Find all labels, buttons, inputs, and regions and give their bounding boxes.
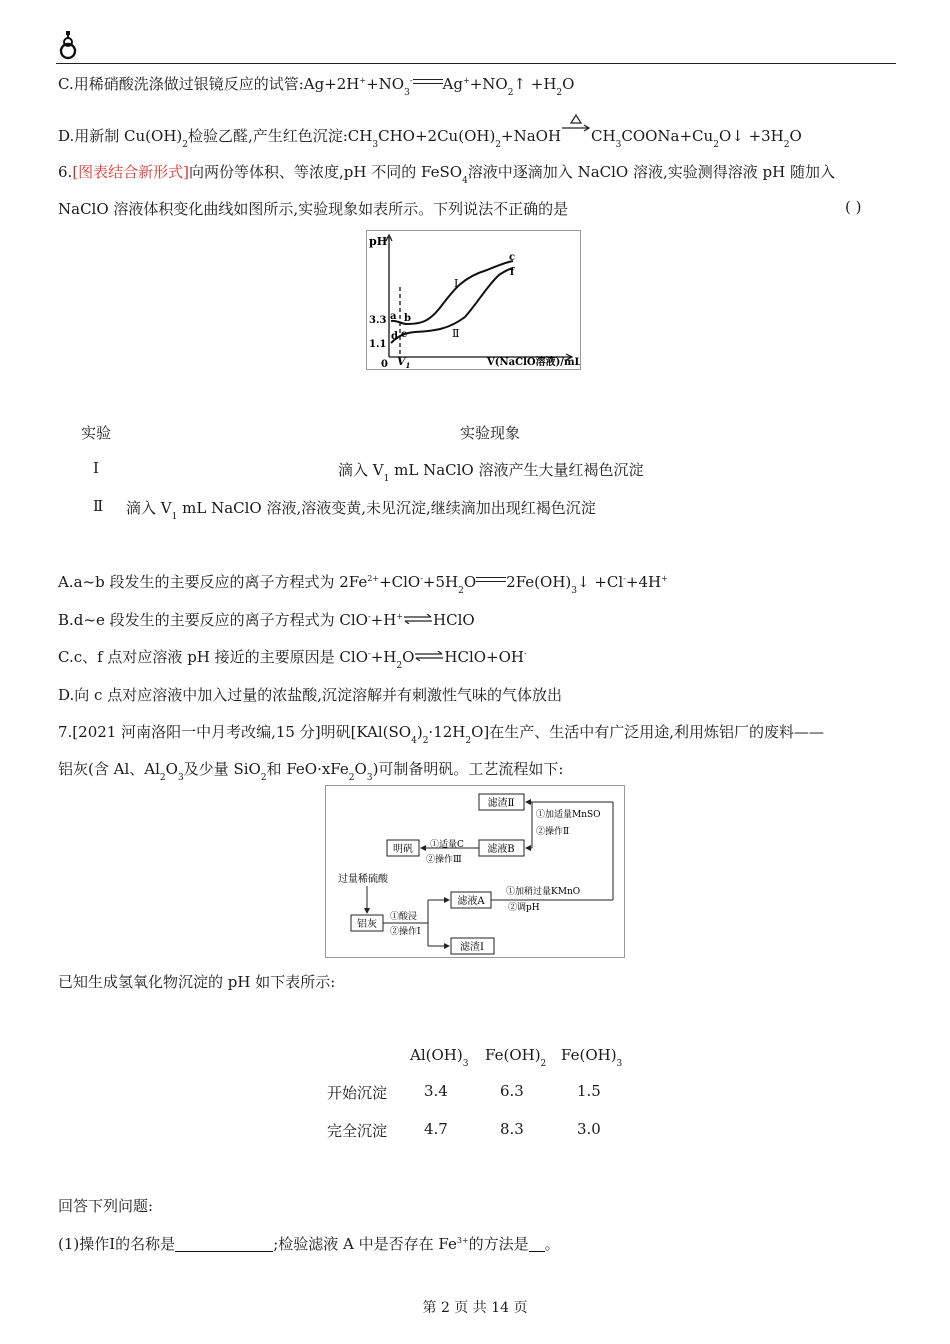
answer-blank-1[interactable] [175,1236,273,1252]
y-axis-label: pH [369,235,388,248]
point-d: d [391,331,398,342]
svg-text:滤渣Ⅰ: 滤渣Ⅰ [460,942,484,953]
table6-row2-text: 滴入 $V_1$ mL NaClO 溶液,溶液变黄,未见沉淀,继续滴加出现红褐色沉淀 [126,499,596,522]
table6-row1-text: 滴入 $V_1$ mL NaClO 溶液产生大量红褐色沉淀 [338,461,644,484]
svg-text:①加稍过量KMnO: ①加稍过量KMnO [506,887,581,897]
equals-arrow-icon [476,575,506,585]
svg-text:明矾: 明矾 [393,844,413,855]
q6-option-c: C.c、f 点对应溶液 pH 接近的主要原因是 $ClO^-+H_2O$ HClO+OH- [58,648,527,671]
table7-header-2: $Fe(OH)_2$ [485,1046,547,1069]
table7-row1-v2: 6.3 [500,1082,524,1100]
y-tick-3-3: 3.3 [369,315,387,326]
header-logo [58,30,78,64]
table6-row1-id: Ⅰ [93,459,99,477]
answer-intro: 回答下列问题: [58,1197,154,1215]
ph-chart [366,230,581,370]
point-e: e [401,329,408,340]
svg-text:②调pH: ②调pH [508,903,540,913]
answer-q1: (1)操作Ⅰ的名称是 ;检验滤液 A 中是否存在 $Fe^{3+}$的方法是 。 [58,1235,560,1253]
svg-text:②操作Ⅱ: ②操作Ⅱ [536,827,570,837]
svg-text:滤液A: 滤液A [457,896,485,907]
q7-line-2: 铝灰(含 Al、$Al_2O_3$及少量 SiO$_2$和 $FeO\cdot xFe_2O_3$)可制备明矾。工艺流程如下: [58,760,564,783]
header-rule [56,63,896,64]
table7-row1-v3: 1.5 [577,1082,601,1100]
svg-text:铝灰: 铝灰 [357,919,377,930]
svg-text:②操作Ⅰ: ②操作Ⅰ [390,927,421,937]
x-tick-0: 0 [381,359,388,369]
table6-row2-id: Ⅱ [93,497,104,515]
table7-header-3: $Fe(OH)_3$ [561,1046,623,1069]
reversible-arrow-icon [403,610,433,620]
series-label-I: Ⅰ [454,277,459,290]
table7-header-1: $Al(OH)_3$ [410,1046,469,1069]
process-flow-svg [326,786,624,957]
q6-option-a: A.a~b 段发生的主要反应的离子方程式为 $2Fe^{2+}+ClO^-+5H_2O$ $2Fe(OH)_3↓ +Cl^-+4H^+$ [58,573,668,596]
point-c: c [509,252,516,263]
table7-row2-v3: 3.0 [577,1120,601,1138]
point-f: f [510,267,515,278]
q6-line-2: NaClO 溶液体积变化曲线如图所示,实验现象如表所示。下列说法不正确的是 [58,200,569,218]
svg-text:①酸浸: ①酸浸 [390,912,418,922]
svg-text:①适量C: ①适量C [430,840,464,850]
table7-row2-v1: 4.7 [424,1120,448,1138]
page-footer: 第 2 页 共 14 页 [422,1300,528,1316]
svg-text:①加适量MnSO: ①加适量MnSO [536,810,601,820]
table7-row1-label: 开始沉淀 [327,1084,388,1102]
equals-arrow-icon [413,77,443,87]
q6-tag: [图表结合新形式] [72,163,190,181]
svg-text:滤渣Ⅱ: 滤渣Ⅱ [487,798,515,809]
point-b: b [404,313,411,324]
table7-row2-v2: 8.3 [500,1120,524,1138]
ph-chart-svg [367,231,580,369]
x-tick-v1: $V_1$ [397,355,411,369]
y-tick-1-1: 1.1 [369,339,387,350]
table6-header-experiment: 实验 [81,424,112,442]
svg-text:过量稀硫酸: 过量稀硫酸 [338,874,388,885]
x-axis-label: V(NaClO溶液)/mL [487,357,580,368]
q6-option-d: D.向 c 点对应溶液中加入过量的浓盐酸,沉淀溶解并有刺激性气味的气体放出 [58,686,562,704]
reversible-arrow-icon [414,647,444,657]
process-flow-diagram [325,785,625,958]
heat-arrow-icon [561,121,591,141]
table7-row2-label: 完全沉淀 [327,1122,388,1140]
q6-option-b: B.d~e 段发生的主要反应的离子方程式为 ClO-+H+ HClO [58,611,475,629]
table7-row1-v1: 3.4 [424,1082,448,1100]
gourd-icon [58,30,78,60]
table6-header-phenomenon: 实验现象 [460,424,521,442]
answer-paren: ( ) [845,198,862,216]
q7-line-1: 7.[2021 河南洛阳一中月考改编,15 分]明矾$[KAl(SO_4)_2\cdot 12H_2O]$在生产、生活中有广泛用途,利用炼铝厂的废料—— [58,723,825,746]
svg-text:滤液B: 滤液B [487,844,515,855]
known-text: 已知生成氢氧化物沉淀的 pH 如下表所示: [58,973,336,991]
svg-text:②操作Ⅲ: ②操作Ⅲ [426,855,462,865]
q6-line-1: 6.[图表结合新形式]向两份等体积、等浓度,pH 不同的 FeSO$_4$溶液中逐滴加入 NaClO 溶液,实验测得溶液 pH 随加入 [58,163,835,186]
series-label-II: Ⅱ [452,327,460,340]
option-d-line: D.用新制 $Cu(OH)_2$检验乙醛,产生红色沉淀$:CH_3CHO+2Cu(OH)_2+NaOH$ $CH_3COONa+Cu_2O↓ +3H_2O$ [58,121,802,146]
point-a: a [390,311,397,322]
answer-blank-2[interactable] [529,1236,545,1252]
option-c-line: C.用稀硝酸洗涤做过银镜反应的试管$:Ag+2H^++NO_3^-$ $Ag^++NO_2↑ +H_2O$ [58,75,575,98]
